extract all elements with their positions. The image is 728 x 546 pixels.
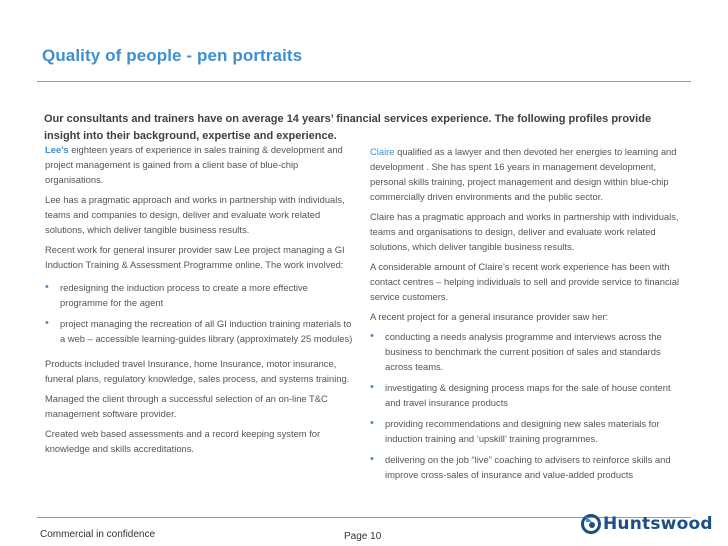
lee-paragraph-5: Managed the client through a successful selection of an on-line T&C management software provider.	[45, 393, 328, 419]
page-number: Page 10	[344, 531, 382, 542]
claire-bullet-list	[370, 329, 688, 482]
intro-text: Our consultants and trainers have on average 14 years’ financial services experience. The following profiles provide insight into their background, expertise and experience.	[44, 113, 652, 142]
page-title: Quality of people - pen portraits	[42, 46, 303, 65]
claire-name: Claire	[370, 146, 395, 157]
logo-mark-icon	[581, 512, 603, 536]
bullet-icon: •	[45, 317, 49, 329]
confidentiality-note: Commercial in confidence	[40, 529, 156, 540]
lee-paragraph-6: Created web based assessments and a record keeping system for knowledge and skills accreditations.	[45, 428, 321, 454]
lee-profile	[45, 142, 357, 461]
bullet-icon: •	[370, 381, 374, 393]
bullet-icon: •	[370, 453, 374, 465]
list-item: • project managing the recreation of all GI induction training materials to a web – accessible learning-guides library (approximately 25 modules)	[45, 317, 353, 344]
bullet-icon: •	[45, 281, 49, 293]
claire-paragraph-4: A recent project for a general insurance provider saw her:	[370, 311, 609, 322]
lee-bullet-list	[45, 280, 357, 346]
lee-paragraph-1: Lee’s eighteen years of experience in sales training & development and project management is gained from a client base of blue-chip organisations.	[45, 144, 343, 185]
list-item: • redesigning the induction process to create a more effective programme for the agent	[45, 281, 308, 308]
list-item: • providing recommendations and designing new sales materials for induction training and ‘upskill’ training programmes.	[370, 417, 660, 444]
logo-text: Huntswood	[603, 514, 713, 534]
claire-profile	[370, 144, 688, 488]
lee-paragraph-4: Products included travel Insurance, home Insurance, motor insurance, funeral plans, regulatory knowledge, sales process, and systems training.	[45, 358, 350, 384]
bullet-icon: •	[370, 330, 374, 342]
claire-paragraph-1: Claire qualified as a lawyer and then devoted her energies to learning and development . She has spent 16 years in management development, personal skills training, project management and design within blue-chip commercially driven environments and the public sector.	[370, 146, 677, 202]
list-item: • conducting a needs analysis programme and interviews across the business to benchmark the current position of sales and standards across teams.	[370, 330, 662, 372]
lee-name: Lee’s	[45, 144, 69, 155]
list-item: • delivering on the job “live” coaching to advisers to reinforce skills and improve cross-sales of insurance and value-added products	[370, 453, 671, 480]
lee-paragraph-2: Lee has a pragmatic approach and works in partnership with individuals, teams and companies to design, deliver and evaluate work related solutions, which deliver tangible business results.	[45, 194, 345, 235]
list-item: • investigating & designing process maps for the sale of house content and travel insurance products	[370, 381, 671, 408]
bullet-icon: •	[370, 417, 374, 429]
claire-paragraph-3: A considerable amount of Claire’s recent work experience has been with contact centres – helping individuals to sell and provide service to financial service customers.	[370, 261, 680, 302]
claire-paragraph-2: Claire has a pragmatic approach and works in partnership with individuals, teams and organisations to design, deliver and evaluate work related solutions, which deliver tangible business results.	[370, 211, 679, 252]
lee-paragraph-3: Recent work for general insurer provider saw Lee project managing a GI Induction Training & Assessment Programme online. The work involved:	[45, 244, 345, 270]
title-divider	[37, 81, 691, 82]
huntswood-logo	[581, 510, 711, 536]
